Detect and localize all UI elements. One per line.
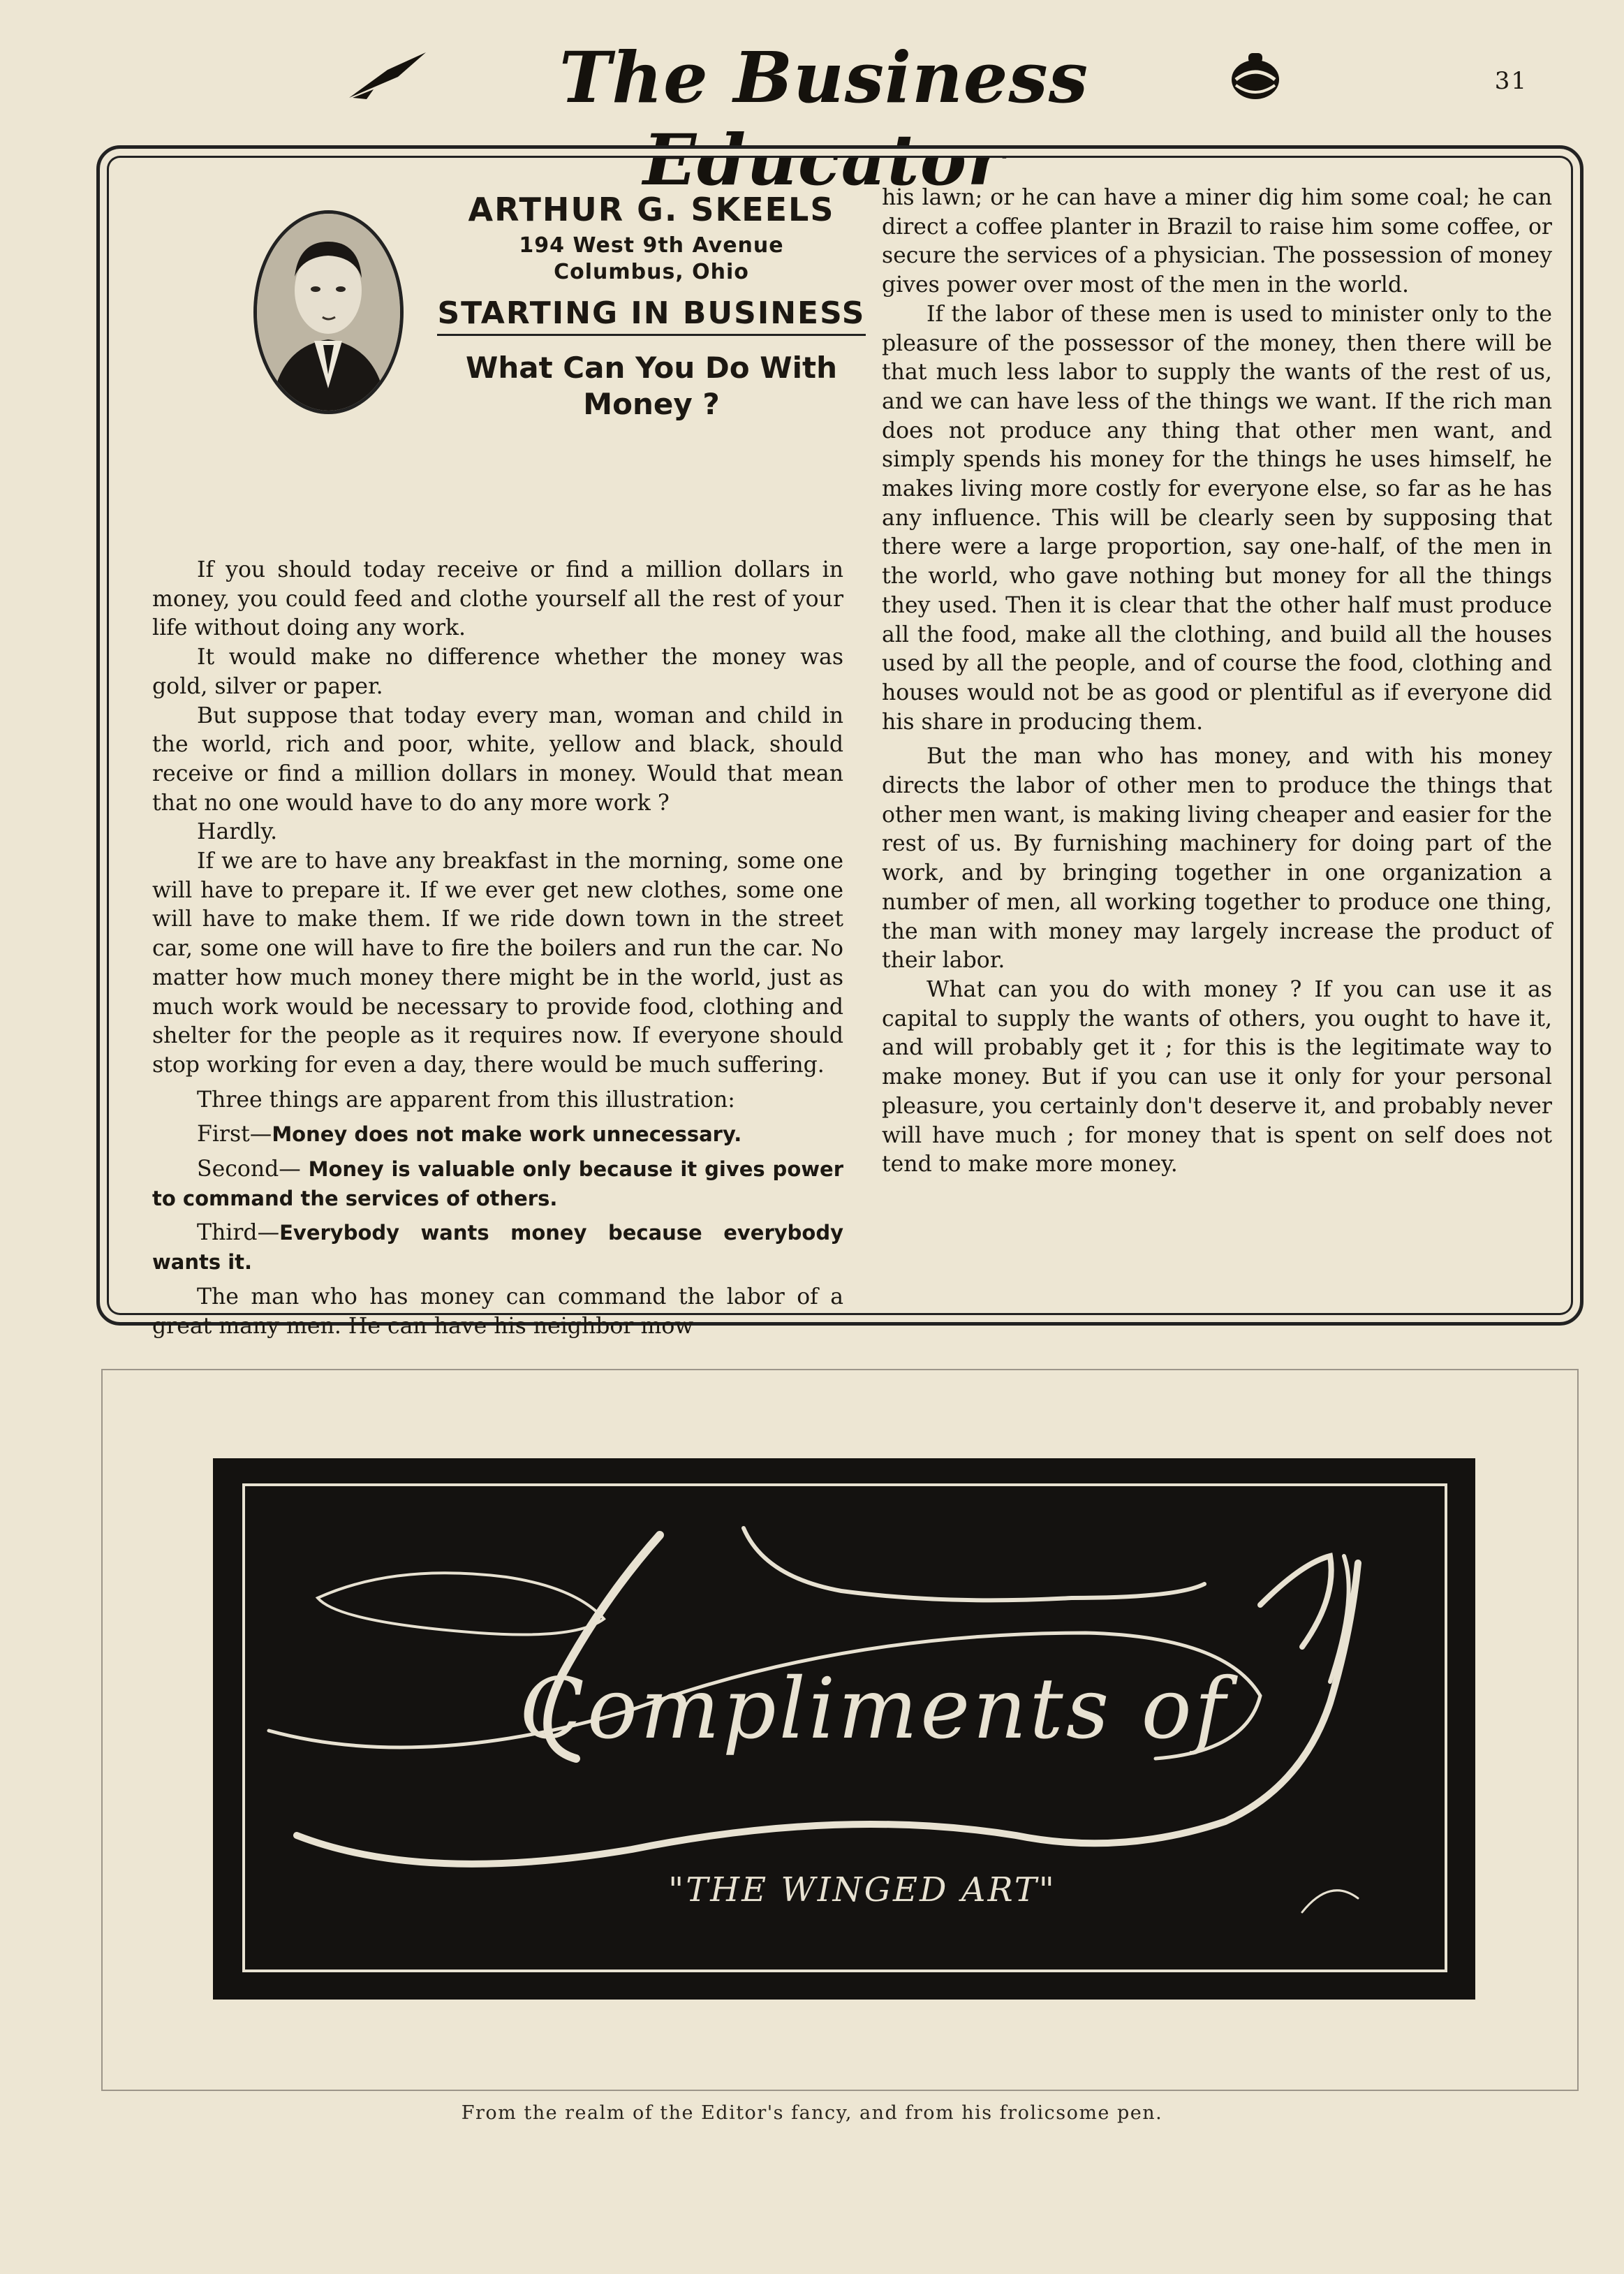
article-left-column <box>152 556 843 1341</box>
author-address-street: 194 West 9th Avenue <box>519 233 784 258</box>
page-number: 31 <box>1494 67 1528 95</box>
paragraph: If the labor of these men is used to minister only to the pleasure of the possessor of the money, then there will be that much less labor to supply the wants of the rest of us, and we can have less of the things we want. If the rich man does not produce any thing that other men want, and simply spends his money for the things he uses himself, he makes living more costly for everyone else, so far as he has any influence. This will be clearly seen by supposing that there were a large proportion, say one-half, of the men in the world, who gave nothing but money for all the things they used. Then it is clear that the other half must produce all the food, make all the clothing, and build all the houses used by all the people, and of course the food, clothing and houses would not be as good or plentiful as if everyone did his share in producing them. <box>882 301 1552 735</box>
point-text: Everybody wants money because everybody wants it. <box>152 1221 843 1275</box>
masthead-title: The Business Educator <box>559 36 1088 201</box>
author-portrait <box>253 210 404 414</box>
author-name: ARTHUR G. SKEELS <box>468 191 835 228</box>
globe-icon <box>1227 50 1283 103</box>
point-lead: First— <box>197 1122 272 1147</box>
paragraph: What can you do with money ? If you can use it as capital to supply the wants of others, you ought to have it, and will probably get it ; for this is the legitimate way to make money. But if you can use it only for your personal pleasure, you certainly don't deserve it, and probably never will have much ; for money that is spent on self does not tend to make more money. <box>882 976 1552 1178</box>
card-tagline: "THE WINGED ART" <box>668 1870 1056 1909</box>
paragraph: Hardly. <box>197 819 278 845</box>
compliments-card <box>213 1458 1475 2000</box>
point-first <box>152 1120 843 1150</box>
point-text: Money does not make work unnecessary. <box>272 1122 742 1147</box>
masthead <box>0 0 1624 201</box>
portrait-photo-icon <box>257 214 400 411</box>
quill-icon <box>346 49 429 101</box>
image-caption: From the realm of the Editor's fancy, and from his frolicsome pen. <box>461 2102 1163 2124</box>
card-script-text: Compliments of <box>520 1661 1229 1758</box>
paragraph: It would make no difference whether the money was gold, silver or paper. <box>152 645 843 699</box>
point-lead: Second— <box>197 1157 309 1182</box>
paragraph: his lawn; or he can have a miner dig him some coal; he can direct a coffee planter in Brazil to raise him some coffee, or secure the services of a physician. The possession of money gives power over most of the men in the world. <box>882 185 1552 298</box>
point-text: Money is valuable only because it gives power to command the services of others. <box>152 1157 843 1210</box>
paragraph: But the man who has money, and with his money directs the labor of other men to produce the things that other men want, is making living cheaper and easier for the rest of us. By furnishing machinery for doing part of the work, and by bringing together in one organization a number of men, all working together to produce one thing, the man with money may largely increase the product of their labor. <box>882 744 1552 974</box>
article-subtitle-line1: What Can You Do With <box>466 351 837 385</box>
paragraph: If we are to have any breakfast in the morning, some one will have to prepare it. If we ever get new clothes, some one will have to make them. If we ride down town in the street car, some one will have to fire the boilers and run the car. No matter how much money there might be in the world, just as much work would be necessary to provide food, clothing and shelter for the people as it requires now. If everyone should stop working for even a day, there would be much suffering. <box>152 849 843 1078</box>
paragraph: If you should today receive or find a million dollars in money, you could feed and clothe yourself all the rest of your life without doing any work. <box>152 557 843 641</box>
point-second <box>152 1155 843 1213</box>
article-series-title: STARTING IN BUSINESS <box>437 295 865 336</box>
article-subtitle <box>428 350 875 423</box>
author-address-city: Columbus, Ohio <box>554 260 749 284</box>
article <box>124 168 1556 1339</box>
point-lead: Third— <box>197 1220 280 1246</box>
article-subtitle-line2: Money ? <box>583 387 720 421</box>
author-block <box>428 189 875 423</box>
article-frame <box>96 145 1584 1339</box>
paragraph: The man who has money can command the labor of a great many men. He can have his neighbor mow <box>152 1284 843 1339</box>
point-third <box>152 1219 843 1277</box>
paragraph: But suppose that today every man, woman and child in the world, rich and poor, white, yellow and black, should receive or find a million dollars in money. Would that mean that no one would have to do any more work ? <box>152 703 843 816</box>
paragraph: Three things are apparent from this illustration: <box>197 1087 735 1113</box>
article-right-column <box>882 184 1552 1180</box>
